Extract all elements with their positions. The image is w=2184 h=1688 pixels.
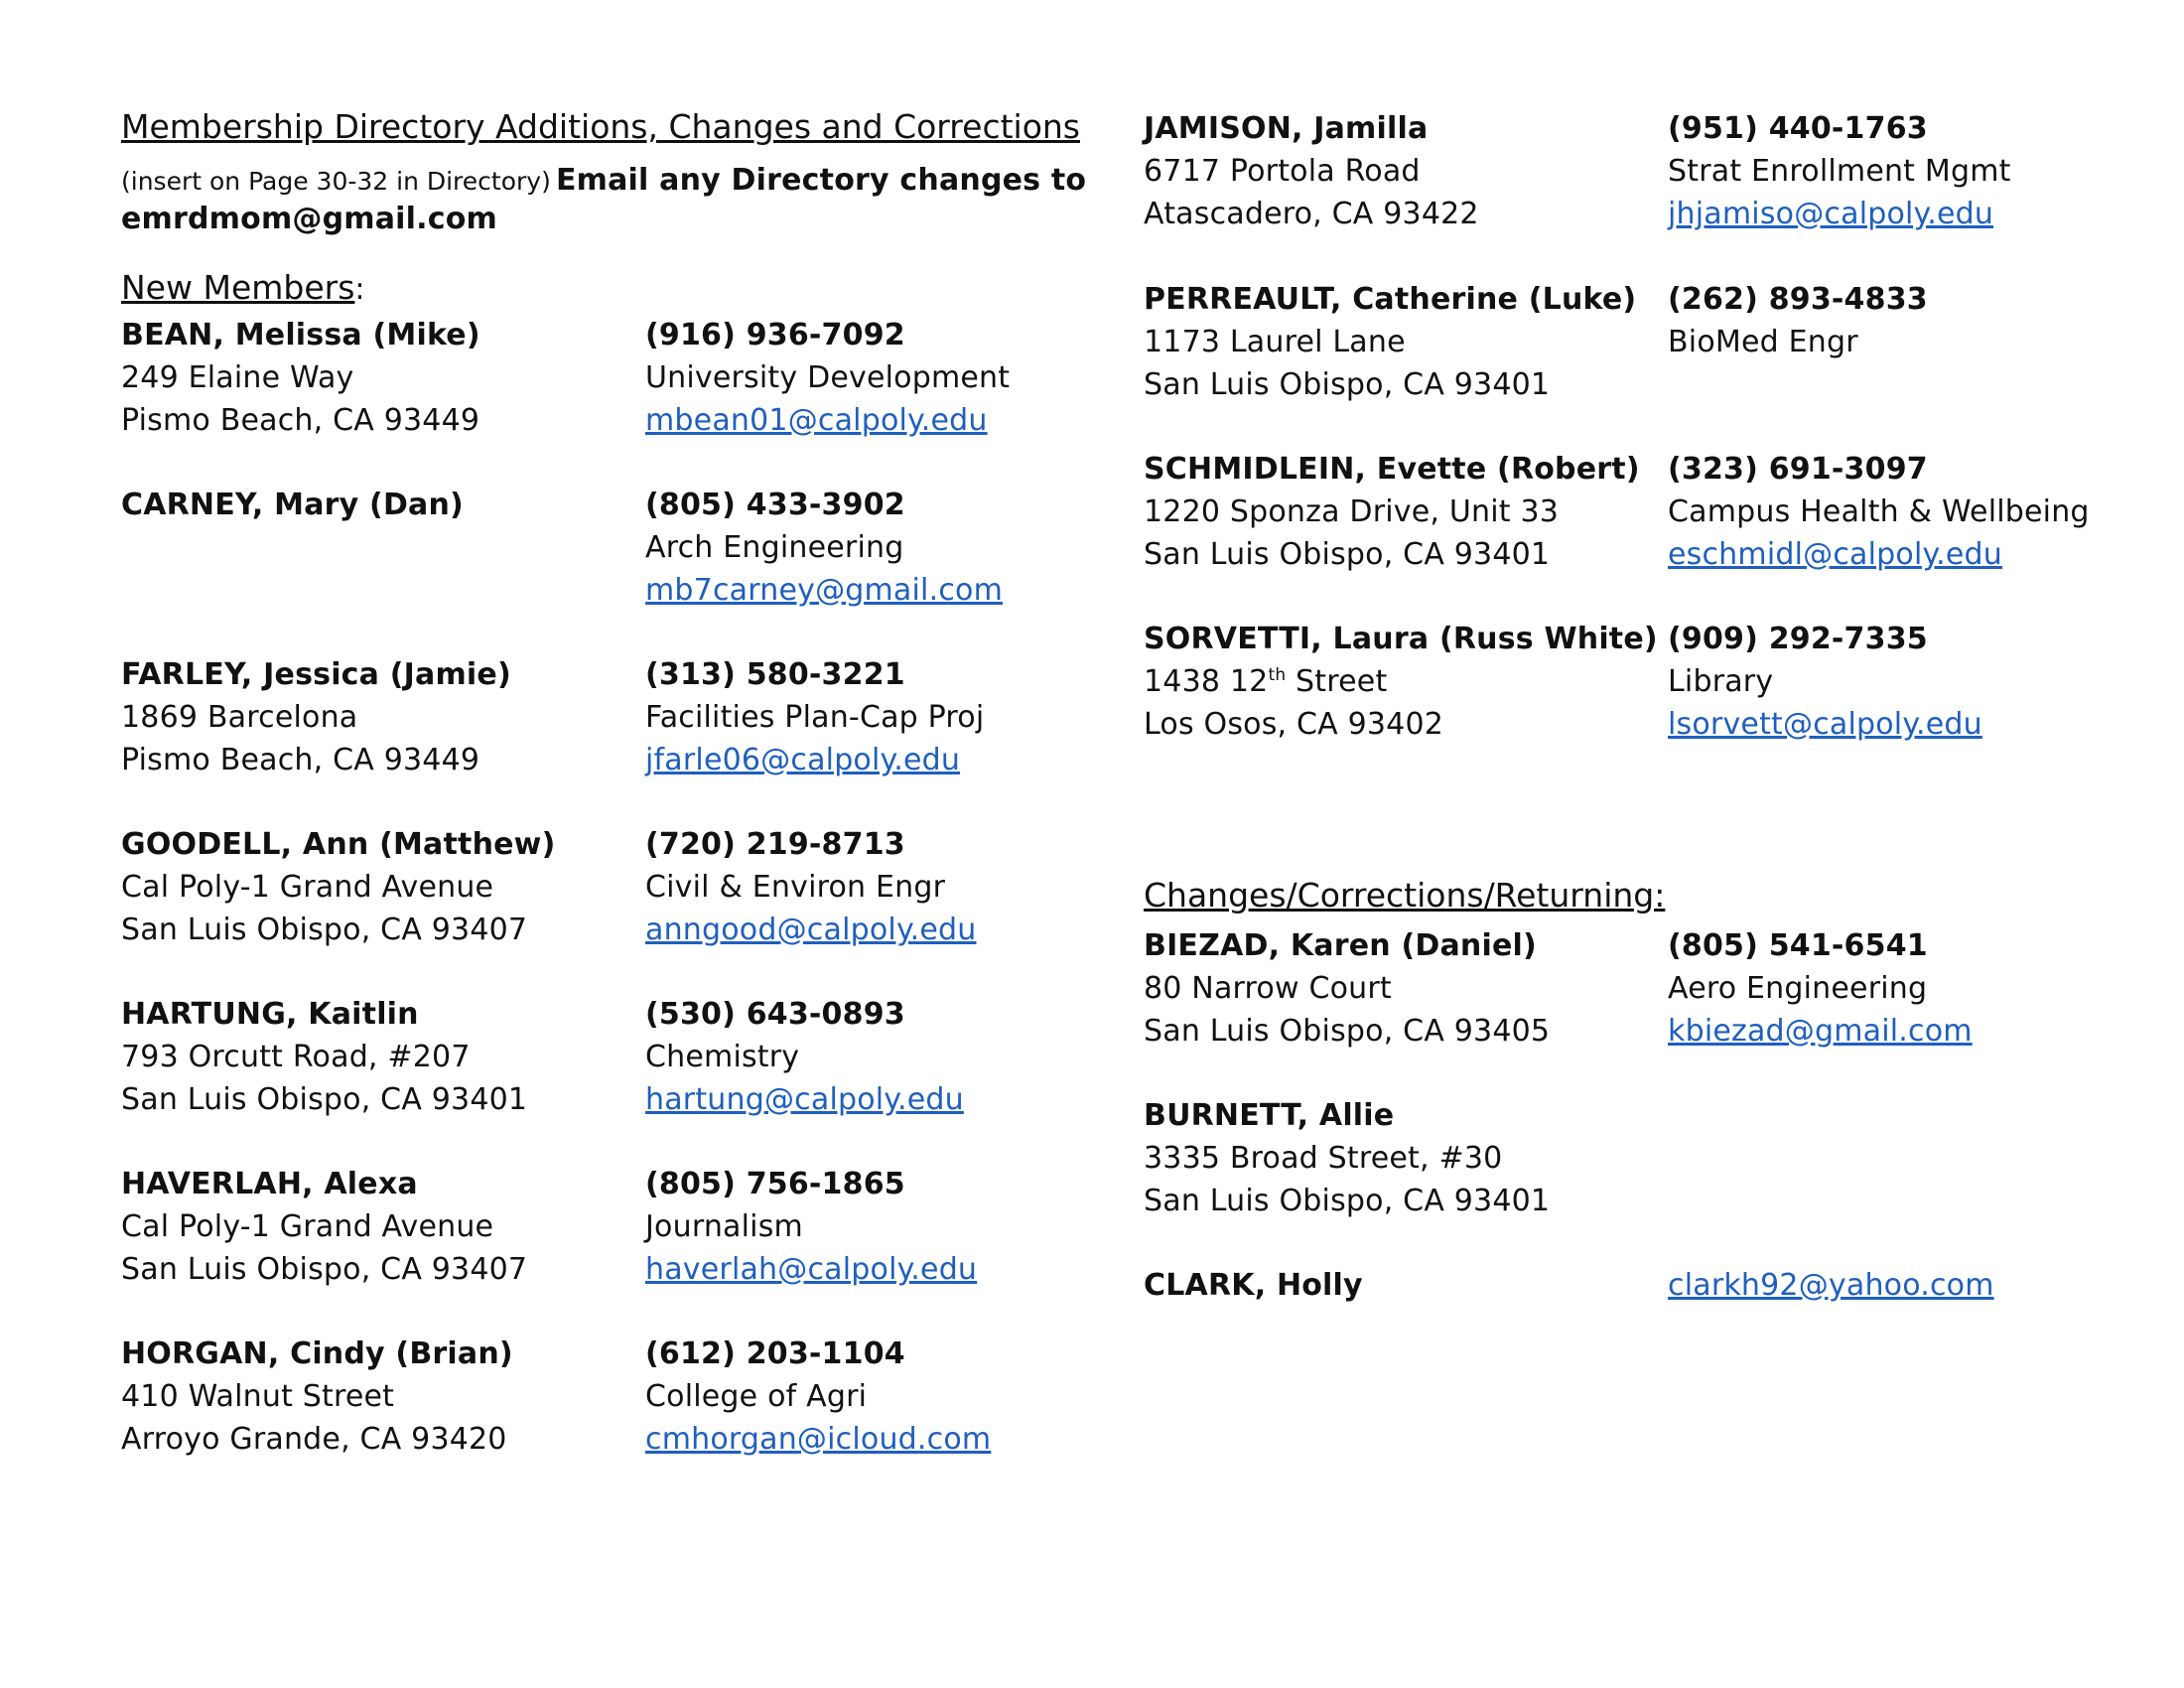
member-email-link[interactable]: kbiezad@gmail.com [1668, 1014, 1973, 1049]
email-prompt: Email any Directory changes to [555, 163, 1087, 198]
directory-title: Membership Directory Additions, Changes and Corrections [121, 107, 1080, 146]
member-email-link[interactable]: jhjamiso@calpoly.edu [1668, 197, 1994, 231]
member-phone: (612) 203-1104 [645, 1336, 905, 1371]
member-address-line1: 793 Orcutt Road, #207 [121, 1040, 471, 1074]
member-name: HAVERLAH, Alexa [121, 1167, 418, 1201]
member-address-line2: Pismo Beach, CA 93449 [121, 743, 480, 777]
member-entry [1144, 618, 1982, 746]
member-department: Library [1668, 664, 1774, 699]
member-address-line2: San Luis Obispo, CA 93407 [121, 1252, 528, 1287]
member-entry [121, 1333, 992, 1461]
member-email-link[interactable]: anngood@calpoly.edu [645, 913, 977, 947]
member-department: Facilities Plan-Cap Proj [645, 700, 985, 735]
member-address-line1 [1144, 660, 1658, 703]
member-name: HORGAN, Cindy (Brian) [121, 1336, 513, 1371]
new-members-heading-colon: : [354, 272, 365, 307]
member-phone: (909) 292-7335 [1668, 622, 1928, 656]
member-name: GOODELL, Ann (Matthew) [121, 827, 556, 862]
address-street: Street [1286, 664, 1388, 699]
member-address-line1: Cal Poly-1 Grand Avenue [121, 870, 494, 905]
member-address-line2: Arroyo Grande, CA 93420 [121, 1422, 507, 1457]
member-entry [1144, 448, 2090, 576]
member-name: PERREAULT, Catherine (Luke) [1144, 282, 1637, 317]
member-address-line2: San Luis Obispo, CA 93405 [1144, 1014, 1551, 1049]
member-email-link[interactable]: jfarle06@calpoly.edu [645, 743, 961, 777]
member-address-line1: 80 Narrow Court [1144, 971, 1392, 1006]
member-address-line2: San Luis Obispo, CA 93407 [121, 913, 528, 947]
member-department: Aero Engineering [1668, 971, 1928, 1006]
directory-instructions [121, 159, 1086, 202]
member-department: University Development [645, 360, 1011, 395]
member-name: CLARK, Holly [1144, 1268, 1363, 1303]
member-address-line1: 249 Elaine Way [121, 360, 354, 395]
member-phone: (720) 219-8713 [645, 827, 905, 862]
member-entry [1144, 278, 1928, 406]
member-address-line1: 410 Walnut Street [121, 1379, 395, 1414]
member-email-link[interactable]: mbean01@calpoly.edu [645, 403, 988, 438]
member-address-line2: Pismo Beach, CA 93449 [121, 403, 480, 438]
member-email-link[interactable]: clarkh92@yahoo.com [1668, 1268, 1994, 1303]
member-email-link[interactable]: eschmidl@calpoly.edu [1668, 537, 2003, 572]
member-phone: (323) 691-3097 [1668, 452, 1928, 487]
member-name: FARLEY, Jessica (Jamie) [121, 657, 511, 692]
insert-note: (insert on Page 30-32 in Directory) [121, 167, 551, 196]
member-name: SORVETTI, Laura (Russ White) [1144, 622, 1658, 656]
member-entry [121, 653, 985, 781]
member-address-line1: 3335 Broad Street, #30 [1144, 1141, 1503, 1176]
member-name: SCHMIDLEIN, Evette (Robert) [1144, 452, 1640, 487]
member-address-line1: 6717 Portola Road [1144, 154, 1421, 189]
member-phone: (951) 440-1763 [1668, 111, 1928, 146]
member-address-line2: San Luis Obispo, CA 93401 [1144, 367, 1551, 402]
change-entry [1144, 924, 1973, 1053]
new-members-heading [121, 268, 365, 311]
address-number: 1438 12 [1144, 664, 1269, 699]
member-phone: (313) 580-3221 [645, 657, 905, 692]
member-address-line1: Cal Poly-1 Grand Avenue [121, 1209, 494, 1244]
member-phone: (805) 756-1865 [645, 1167, 905, 1201]
member-department: Strat Enrollment Mgmt [1668, 154, 2011, 189]
member-name: BEAN, Melissa (Mike) [121, 318, 480, 352]
member-department: BioMed Engr [1668, 325, 1858, 359]
member-address-line1: 1869 Barcelona [121, 700, 358, 735]
member-phone: (530) 643-0893 [645, 997, 905, 1032]
member-name: CARNEY, Mary (Dan) [121, 488, 464, 522]
member-address-line2: Atascadero, CA 93422 [1144, 197, 1479, 231]
member-address-line2: San Luis Obispo, CA 93401 [1144, 537, 1551, 572]
member-address-line1: 1220 Sponza Drive, Unit 33 [1144, 494, 1560, 529]
member-entry [121, 314, 1011, 442]
member-email-link[interactable]: lsorvett@calpoly.edu [1668, 707, 1982, 742]
member-address-line2: San Luis Obispo, CA 93401 [1144, 1184, 1551, 1218]
member-phone: (262) 893-4833 [1668, 282, 1928, 317]
address-ordinal-suffix: th [1268, 665, 1287, 685]
change-entry [1144, 1094, 1550, 1222]
member-name: BURNETT, Allie [1144, 1098, 1395, 1133]
member-name: JAMISON, Jamilla [1144, 111, 1429, 146]
change-entry [1144, 1264, 1994, 1307]
member-entry [121, 823, 977, 951]
member-address-line1: 1173 Laurel Lane [1144, 325, 1406, 359]
member-name: BIEZAD, Karen (Daniel) [1144, 928, 1537, 963]
member-phone: (805) 541-6541 [1668, 928, 1928, 963]
member-phone: (916) 936-7092 [645, 318, 905, 352]
member-name: HARTUNG, Kaitlin [121, 997, 419, 1032]
member-entry [1144, 107, 2011, 235]
member-department: Civil & Environ Engr [645, 870, 946, 905]
member-email-link[interactable]: cmhorgan@icloud.com [645, 1422, 992, 1457]
member-email-link[interactable]: hartung@calpoly.edu [645, 1082, 964, 1117]
member-department: Chemistry [645, 1040, 800, 1074]
member-address-line2: San Luis Obispo, CA 93401 [121, 1082, 528, 1117]
member-department: Arch Engineering [645, 530, 904, 565]
directory-contact-email[interactable]: emrdmom@gmail.com [121, 202, 498, 236]
member-phone: (805) 433-3902 [645, 488, 905, 522]
new-members-heading-text: New Members [121, 268, 355, 307]
member-department: Journalism [645, 1209, 803, 1244]
changes-heading: Changes/Corrections/Returning: [1144, 876, 1666, 914]
member-entry [121, 484, 1003, 608]
member-email-link[interactable]: haverlah@calpoly.edu [645, 1252, 978, 1287]
member-department: College of Agri [645, 1379, 868, 1414]
member-department: Campus Health & Wellbeing [1668, 494, 2090, 529]
member-entry [121, 993, 964, 1121]
member-entry [121, 1163, 978, 1291]
member-address-line2: Los Osos, CA 93402 [1144, 707, 1444, 742]
member-email-link[interactable]: mb7carney@gmail.com [645, 573, 1003, 608]
